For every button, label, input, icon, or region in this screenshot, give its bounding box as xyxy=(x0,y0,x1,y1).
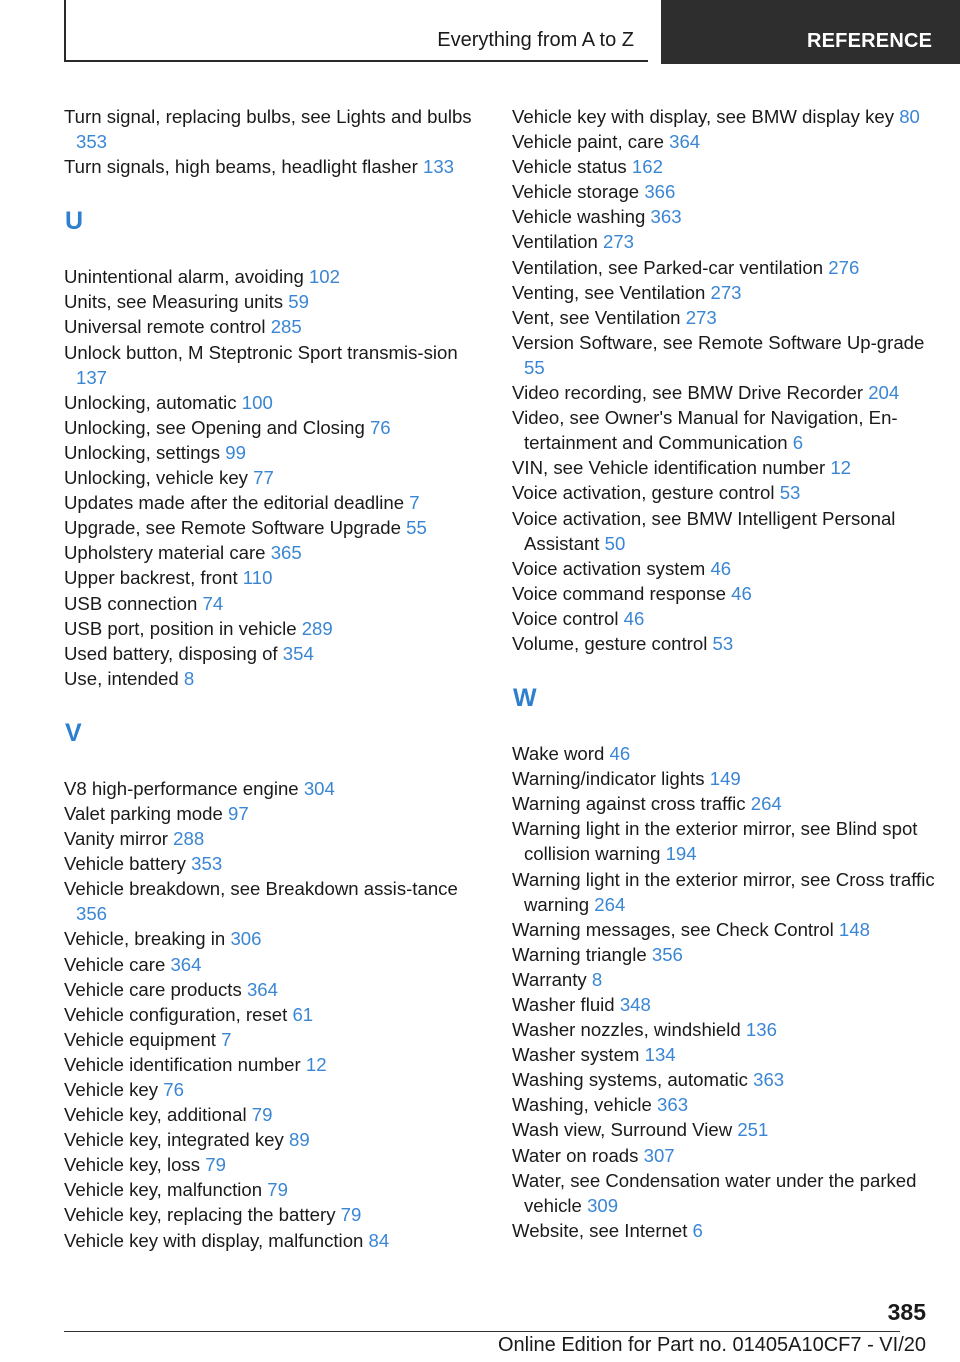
index-page-link[interactable]: 100 xyxy=(241,391,273,413)
index-page-link[interactable]: 12 xyxy=(305,1053,327,1075)
index-entry-term: Upper backrest, front xyxy=(64,567,238,589)
index-column-right xyxy=(512,104,937,1243)
section-title-box xyxy=(64,0,648,62)
index-entry xyxy=(64,490,474,515)
index-entry-term: Vehicle washing xyxy=(512,206,646,228)
index-entry-term: Vehicle key xyxy=(64,1079,159,1100)
index-page-link[interactable]: 110 xyxy=(242,567,273,589)
index-entry-term: Vehicle care products xyxy=(64,978,242,1000)
index-page-link[interactable]: 61 xyxy=(292,1003,314,1025)
index-page-link[interactable]: 306 xyxy=(230,928,262,950)
index-entry xyxy=(512,506,937,556)
index-page-link[interactable]: 46 xyxy=(623,607,645,629)
index-entry xyxy=(64,666,474,691)
index-page-link[interactable]: 273 xyxy=(710,281,742,303)
index-page-link[interactable]: 55 xyxy=(524,356,545,378)
index-entry-term: Updates made after the editorial deadline xyxy=(64,492,405,514)
index-entry xyxy=(512,631,937,656)
index-entry-term: Vehicle, breaking in xyxy=(64,928,226,950)
index-entry-term: Washing systems, automatic xyxy=(512,1069,748,1091)
index-entry-term: Video recording, see BMW Drive Recorder xyxy=(512,382,864,404)
index-entry-term: Vehicle storage xyxy=(512,181,640,203)
index-entry xyxy=(512,480,937,505)
index-entry-term: Upgrade, see Remote Software Upgrade xyxy=(64,517,401,539)
index-entry xyxy=(512,1117,937,1142)
index-entry xyxy=(64,926,474,951)
footer-edition: Online Edition for Part no. 01405A10CF7 - VI/20 xyxy=(497,1334,926,1356)
index-entry-term: Used battery, disposing of xyxy=(64,642,278,664)
index-entry xyxy=(512,942,937,967)
index-entry-term: Universal remote control xyxy=(64,316,266,338)
index-column-left xyxy=(64,104,474,1253)
index-page-link[interactable]: 356 xyxy=(651,943,683,965)
index-entry xyxy=(512,280,937,305)
index-entry xyxy=(512,154,937,179)
index-entry-term: VIN, see Vehicle identification number xyxy=(512,457,826,479)
index-entry xyxy=(64,314,474,339)
index-entry-term: USB connection xyxy=(64,592,198,614)
index-entry xyxy=(512,179,937,204)
index-page-link[interactable]: 99 xyxy=(225,441,246,463)
index-entry-term: V8 high-performance engine xyxy=(64,777,299,799)
index-entry xyxy=(64,565,474,590)
index-entry xyxy=(64,264,474,289)
index-entry-term: Ventilation xyxy=(512,231,598,253)
index-page-link[interactable]: 264 xyxy=(594,893,626,915)
page-number: 385 xyxy=(887,1299,926,1325)
index-entry xyxy=(512,816,937,866)
index-entry xyxy=(64,826,474,851)
index-page-link[interactable]: 133 xyxy=(423,156,455,178)
index-entry xyxy=(64,465,474,490)
index-page-link[interactable]: 356 xyxy=(76,903,108,925)
index-entry-term: Vehicle key with display, malfunction xyxy=(64,1229,364,1251)
index-page-link[interactable]: 7 xyxy=(221,1028,232,1050)
index-entry xyxy=(512,455,937,480)
index-entry-term: Unlocking, see Opening and Closing xyxy=(64,416,365,438)
index-page-link[interactable]: 365 xyxy=(270,542,302,564)
index-entry-term: Warning light in the exterior mirror, see Blind spot collision warning xyxy=(512,818,918,865)
index-entry xyxy=(512,967,937,992)
index-entry-term: Voice command response xyxy=(512,582,726,604)
index-page-link[interactable]: 137 xyxy=(76,366,108,388)
index-entry-term: Unlocking, vehicle key xyxy=(64,467,248,489)
index-entry-term: Voice activation, see BMW Intelligent Personal Assistant xyxy=(512,507,896,554)
index-entry-term: Upholstery material care xyxy=(64,542,266,564)
index-page-link[interactable]: 162 xyxy=(631,156,663,178)
index-entry-term: Vehicle breakdown, see Breakdown assis‐tance xyxy=(64,878,458,900)
index-entry-term: Units, see Measuring units xyxy=(64,291,284,313)
index-entry xyxy=(64,1127,474,1152)
index-page-link[interactable]: 77 xyxy=(253,467,274,489)
index-entry xyxy=(512,1042,937,1067)
index-entry xyxy=(64,390,474,415)
index-page-link[interactable]: 304 xyxy=(303,777,335,799)
index-entry-term: Vehicle key, loss xyxy=(64,1154,201,1176)
index-page-link[interactable]: 53 xyxy=(779,482,801,504)
index-letter-heading: V xyxy=(65,718,82,747)
index-page-link[interactable]: 273 xyxy=(602,231,635,253)
index-entry xyxy=(64,515,474,540)
index-entry xyxy=(64,851,474,876)
index-entry-term: Vehicle status xyxy=(512,156,627,178)
index-entry xyxy=(512,405,937,455)
index-entry-term: Venting, see Ventilation xyxy=(512,281,706,303)
index-entry xyxy=(64,1052,474,1077)
index-entry-term: Vent, see Ventilation xyxy=(512,306,681,328)
index-entry-term: Vehicle battery xyxy=(64,853,186,875)
index-page-link[interactable]: 8 xyxy=(591,968,603,990)
index-entry xyxy=(64,104,474,154)
index-page-link[interactable]: 285 xyxy=(270,316,302,338)
index-entry xyxy=(64,340,474,390)
index-entry-term: Voice activation system xyxy=(512,557,706,579)
index-entry xyxy=(64,1002,474,1027)
index-entry-term: Water on roads xyxy=(512,1144,639,1166)
index-entry-term: Warning against cross traffic xyxy=(512,793,746,815)
index-entry xyxy=(64,876,474,926)
index-page-link[interactable]: 76 xyxy=(163,1079,184,1100)
index-page-link[interactable]: 8 xyxy=(183,667,195,689)
index-entry-term: Warning messages, see Check Control xyxy=(512,918,834,940)
index-page-link[interactable]: 204 xyxy=(868,382,900,404)
index-page-link[interactable]: 79 xyxy=(267,1179,288,1201)
index-page-link[interactable]: 273 xyxy=(685,306,717,328)
index-entry xyxy=(512,129,937,154)
index-entry-term: Version Software, see Remote Software Up‐grade xyxy=(512,331,925,353)
index-entry xyxy=(64,289,474,314)
index-entry xyxy=(512,766,937,791)
index-entry xyxy=(64,440,474,465)
index-letter-heading: W xyxy=(513,684,537,713)
index-entry-term: Washing, vehicle xyxy=(512,1094,652,1116)
index-page-link[interactable]: 264 xyxy=(750,793,782,815)
index-entry-term: Unlocking, settings xyxy=(64,441,221,463)
index-entry xyxy=(64,952,474,977)
index-entry-term: Use, intended xyxy=(64,667,179,689)
index-page-link[interactable]: 276 xyxy=(828,256,860,278)
index-page-link[interactable]: 46 xyxy=(710,557,732,579)
index-page-link[interactable]: 289 xyxy=(301,617,333,639)
index-entry-term: Unlocking, automatic xyxy=(64,391,237,413)
index-page-link[interactable]: 55 xyxy=(406,517,427,539)
index-entry xyxy=(64,801,474,826)
index-entry-term: Wash view, Surround View xyxy=(512,1119,733,1141)
index-page-link[interactable]: 74 xyxy=(202,592,224,614)
index-entry-term: Washer nozzles, windshield xyxy=(512,1019,741,1041)
index-letter-heading: U xyxy=(65,207,84,236)
index-page-link[interactable]: 364 xyxy=(170,953,202,975)
index-page-link[interactable]: 353 xyxy=(191,853,223,875)
index-page-link[interactable]: 194 xyxy=(665,843,697,865)
index-entry xyxy=(512,917,937,942)
index-page-link[interactable]: 363 xyxy=(650,206,682,228)
index-entry-term: Vanity mirror xyxy=(64,828,168,850)
index-entry xyxy=(512,741,937,766)
index-entry xyxy=(64,1177,474,1202)
index-entry xyxy=(512,229,937,254)
index-page-link[interactable]: 148 xyxy=(838,918,870,940)
index-entry xyxy=(512,1092,937,1117)
index-entry xyxy=(512,380,937,405)
index-entry-term: USB port, position in vehicle xyxy=(64,617,297,639)
index-page-link[interactable]: 364 xyxy=(669,131,701,153)
index-entry-term: Unlock button, M Steptronic Sport transmis‐sion xyxy=(64,341,458,363)
index-entry xyxy=(64,1152,474,1177)
index-page-link[interactable]: 251 xyxy=(737,1119,769,1141)
index-entry-term: Wake word xyxy=(512,743,605,765)
index-page-link[interactable]: 309 xyxy=(587,1194,619,1216)
index-entry xyxy=(64,591,474,616)
index-entry xyxy=(512,1143,937,1168)
index-entry xyxy=(64,154,474,179)
index-page-link[interactable]: 353 xyxy=(76,131,108,153)
index-page-link[interactable]: 76 xyxy=(369,416,391,438)
index-page-link[interactable]: 6 xyxy=(792,432,804,454)
index-entry xyxy=(64,1077,474,1102)
index-page-link[interactable]: 50 xyxy=(604,532,626,554)
index-entry xyxy=(64,1102,474,1127)
index-page-link[interactable]: 363 xyxy=(753,1069,785,1091)
index-page-link[interactable]: 6 xyxy=(692,1219,703,1241)
index-entry-term: Vehicle key, malfunction xyxy=(64,1179,263,1201)
index-page-link[interactable]: 84 xyxy=(368,1229,390,1251)
index-entry-term: Warranty xyxy=(512,968,587,990)
index-entry-term: Vehicle equipment xyxy=(64,1028,216,1050)
page-header xyxy=(64,0,960,64)
index-entry xyxy=(512,1218,937,1243)
index-page-link[interactable]: 46 xyxy=(609,743,631,765)
index-entry xyxy=(64,776,474,801)
index-page-link[interactable]: 46 xyxy=(731,582,752,604)
index-entry-term: Washer fluid xyxy=(512,994,615,1015)
index-page-link[interactable]: 80 xyxy=(899,106,920,127)
section-title: Everything from A to Z xyxy=(437,29,634,51)
index-entry-term: Volume, gesture control xyxy=(512,632,708,654)
index-entry-term: Vehicle configuration, reset xyxy=(64,1003,288,1025)
index-entry xyxy=(64,641,474,666)
index-page-link[interactable]: 307 xyxy=(643,1144,675,1166)
index-entry-term: Vehicle paint, care xyxy=(512,131,664,153)
index-entry-term: Vehicle key, additional xyxy=(64,1104,247,1126)
index-page-link[interactable]: 79 xyxy=(205,1154,226,1176)
index-entry xyxy=(512,330,937,380)
index-entry xyxy=(512,1067,937,1092)
index-entry xyxy=(512,581,937,606)
index-page-link[interactable]: 89 xyxy=(288,1129,310,1151)
index-page-link[interactable]: 79 xyxy=(340,1204,362,1226)
index-entry-term: Website, see Internet xyxy=(512,1219,688,1241)
index-entry xyxy=(512,255,937,280)
index-entry-term: Ventilation, see Parked-car ventilation xyxy=(512,256,824,278)
index-entry-term: Valet parking mode xyxy=(64,802,223,824)
index-entry-term: Warning/indicator lights xyxy=(512,768,705,790)
index-entry-term: Turn signals, high beams, headlight flasher xyxy=(64,156,418,178)
index-entry xyxy=(64,1202,474,1227)
index-entry xyxy=(512,867,937,917)
chapter-tab-label: REFERENCE xyxy=(807,30,933,52)
footer-divider xyxy=(64,1331,900,1332)
index-entry xyxy=(512,305,937,330)
index-page-link[interactable]: 134 xyxy=(644,1044,676,1066)
index-entry xyxy=(512,1168,937,1218)
index-page-link[interactable]: 97 xyxy=(228,802,249,824)
index-entry xyxy=(64,540,474,565)
index-page-link[interactable]: 363 xyxy=(657,1094,689,1116)
index-page-link[interactable]: 12 xyxy=(830,457,852,479)
index-entry-term: Water, see Condensation water under the parked vehicle xyxy=(512,1169,917,1216)
index-page-link[interactable]: 354 xyxy=(282,642,314,664)
index-page-link[interactable]: 149 xyxy=(709,768,741,790)
index-entry-term: Voice control xyxy=(512,607,619,629)
index-entry-term: Vehicle key, replacing the battery xyxy=(64,1204,336,1226)
index-page-link[interactable]: 7 xyxy=(409,492,420,514)
index-page-link[interactable]: 136 xyxy=(745,1019,777,1041)
index-page-link[interactable]: 102 xyxy=(308,266,340,288)
index-entry-term: Washer system xyxy=(512,1044,640,1066)
index-entry-term: Unintentional alarm, avoiding xyxy=(64,266,304,288)
index-page-link[interactable]: 366 xyxy=(644,181,676,203)
index-page-link[interactable]: 364 xyxy=(246,978,278,1000)
index-entry-term: Warning triangle xyxy=(512,943,647,965)
index-entry xyxy=(512,104,937,129)
index-entry xyxy=(512,1017,937,1042)
index-page-link[interactable]: 348 xyxy=(619,994,651,1015)
index-entry xyxy=(512,204,937,229)
index-page-link[interactable]: 59 xyxy=(288,291,309,313)
index-entry-term: Vehicle care xyxy=(64,953,166,975)
chapter-tab xyxy=(661,0,960,64)
index-entry-term: Turn signal, replacing bulbs, see Lights and bulbs xyxy=(64,106,472,127)
index-entry-term: Voice activation, gesture control xyxy=(512,482,775,504)
index-entry xyxy=(512,791,937,816)
index-entry-term: Vehicle key with display, see BMW display key xyxy=(512,106,895,127)
index-entry-term: Warning light in the exterior mirror, see Cross traffic warning xyxy=(512,868,935,915)
index-entry xyxy=(64,1228,474,1253)
index-entry xyxy=(64,616,474,641)
index-entry xyxy=(64,415,474,440)
index-entry xyxy=(64,1027,474,1052)
index-entry xyxy=(512,606,937,631)
index-entry xyxy=(512,556,937,581)
index-entry-term: Vehicle identification number xyxy=(64,1053,301,1075)
index-page-link[interactable]: 53 xyxy=(712,632,734,654)
index-entry xyxy=(512,992,937,1017)
index-entry-term: Vehicle key, integrated key xyxy=(64,1129,284,1151)
index-page-link[interactable]: 288 xyxy=(173,828,205,850)
index-entry xyxy=(64,977,474,1002)
index-page-link[interactable]: 79 xyxy=(251,1104,273,1126)
index-entry-term: Video, see Owner's Manual for Navigation, En‐tertainment and Communication xyxy=(512,407,898,454)
